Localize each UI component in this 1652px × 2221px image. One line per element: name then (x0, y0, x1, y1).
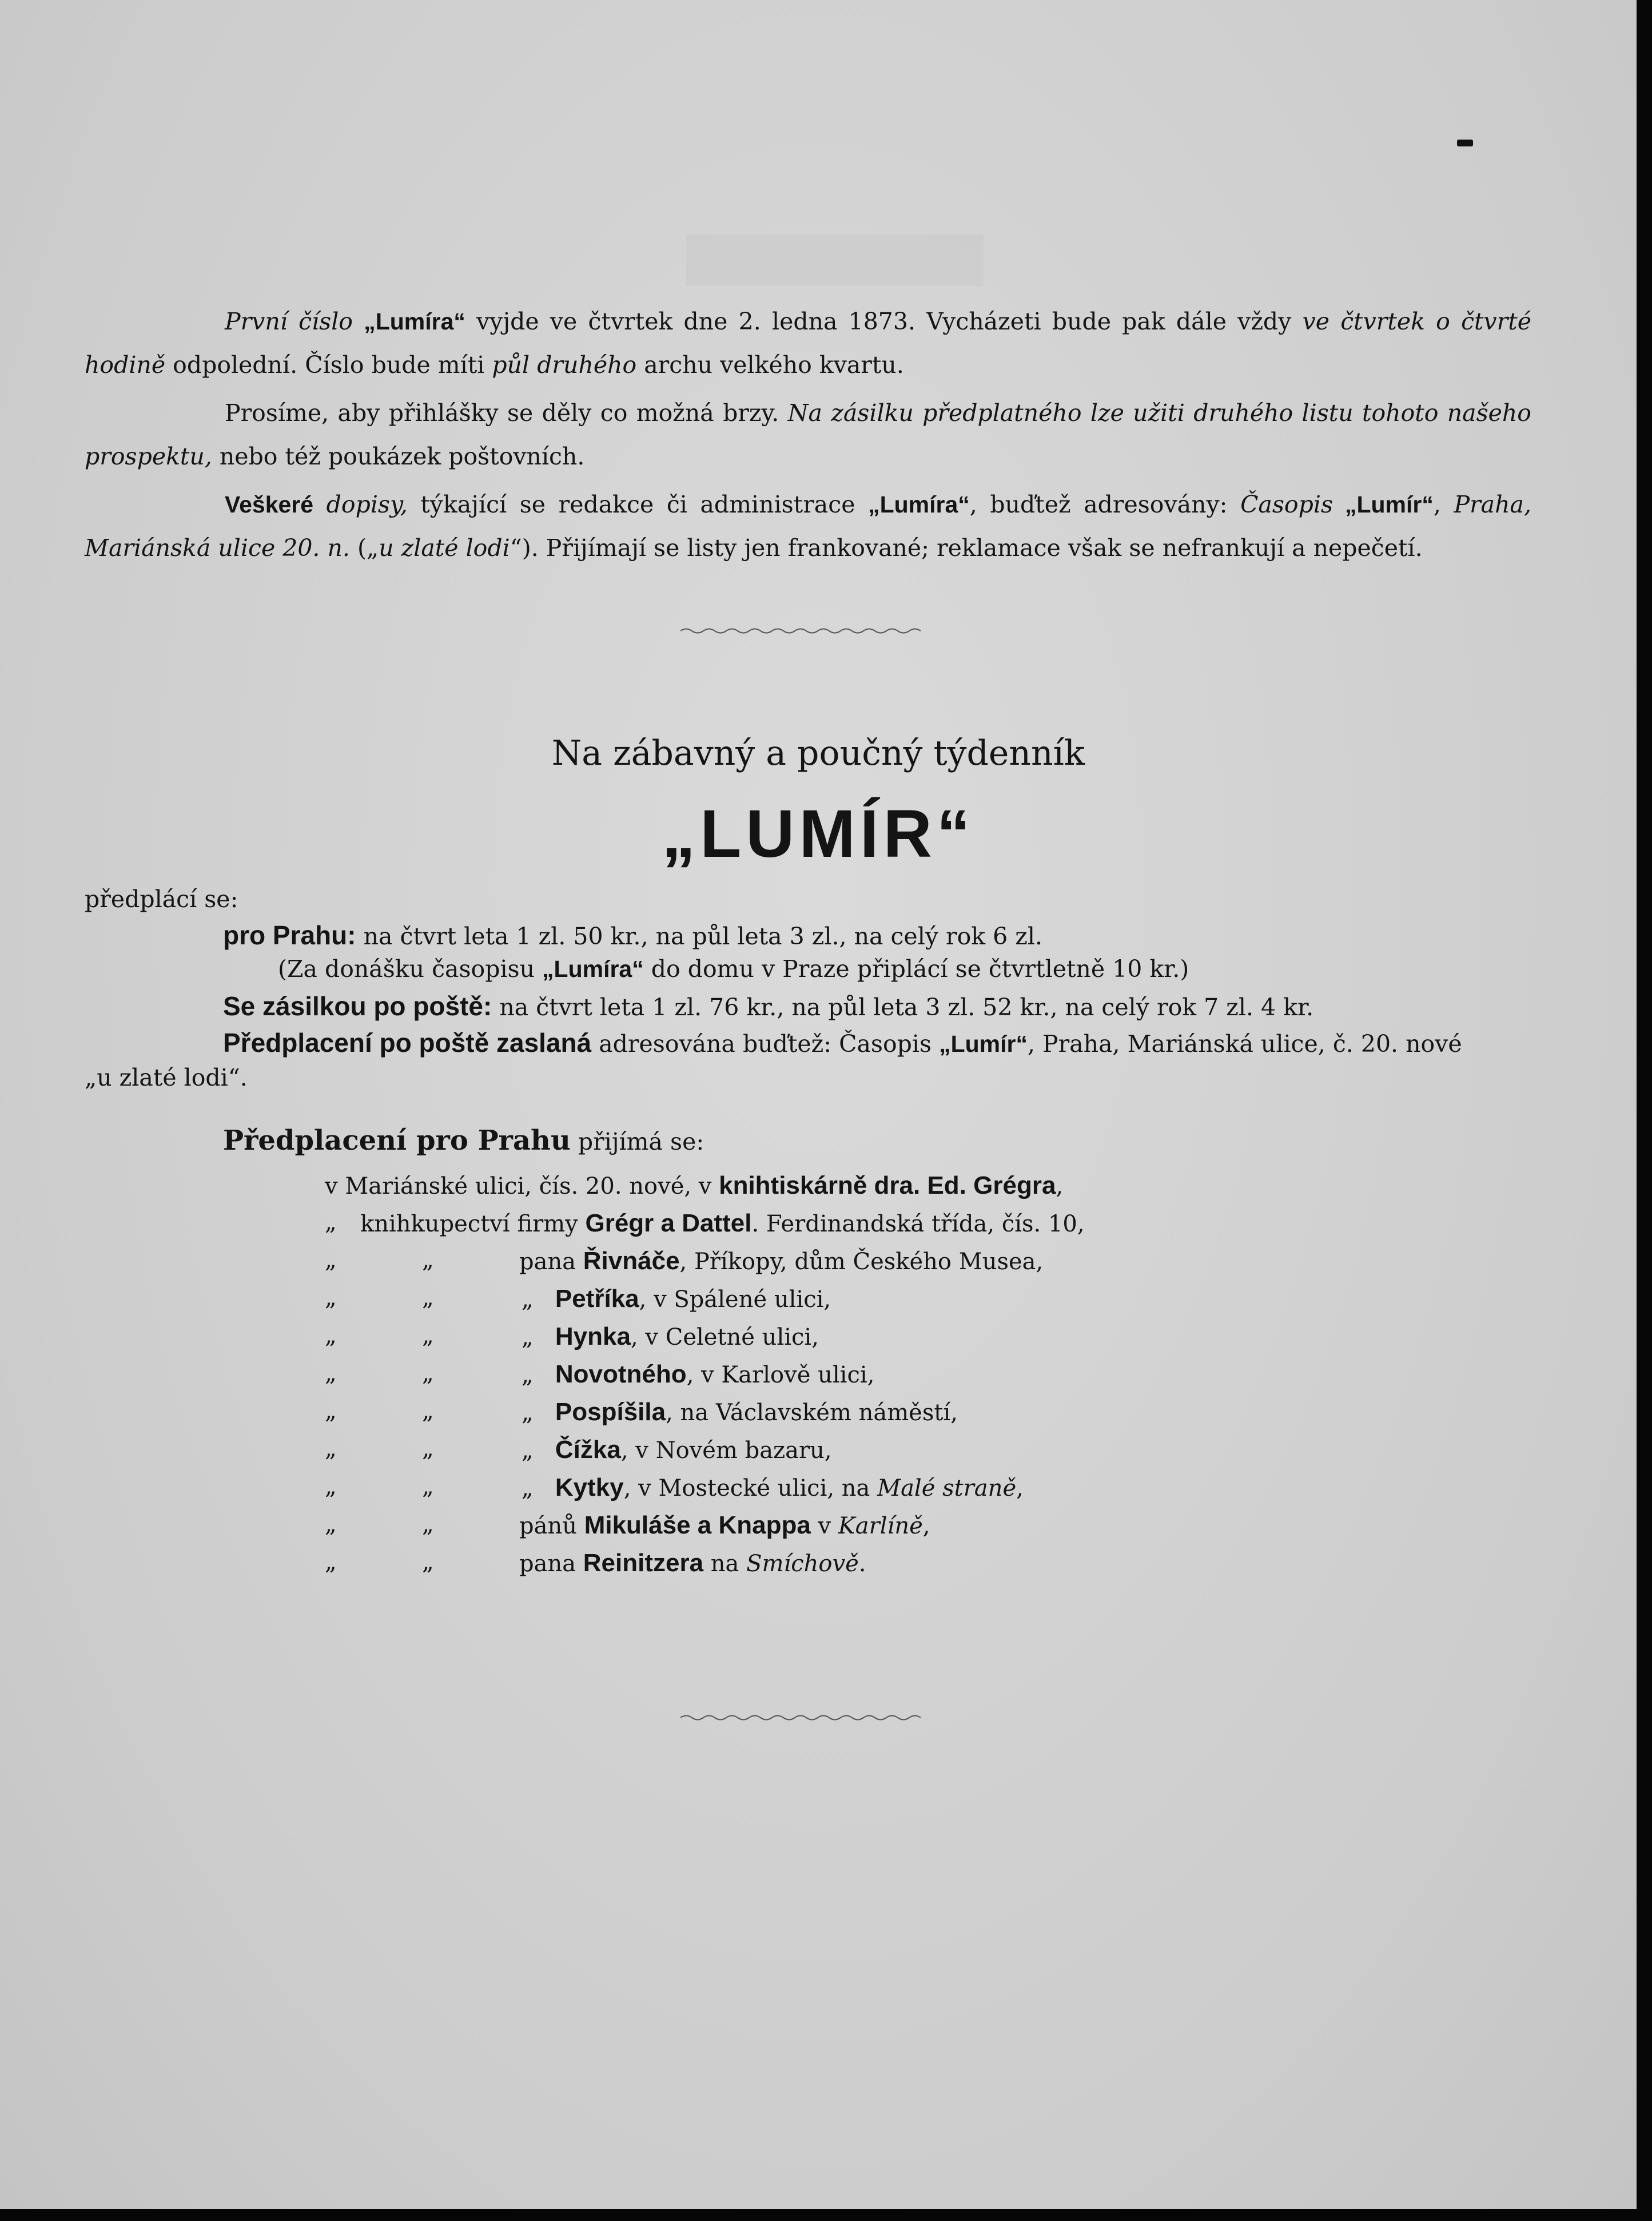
masthead-title: „LUMÍR“ (662, 796, 975, 872)
ditto-mark: „ (325, 1398, 337, 1424)
p2-span: Prosíme, aby přihlášky se děly co možná brzy. (225, 399, 788, 427)
vendor-text: knihkupectví firmy (360, 1211, 586, 1237)
vendor-text: v (810, 1513, 838, 1539)
p2-span: nebo též poukázek poštovních. (212, 443, 585, 470)
price-prague-label: pro Prahu: (223, 920, 356, 950)
price-prague-text: na čtvrt leta 1 zl. 50 kr., na půl leta 3 zl., na celý rok 6 zl. (356, 923, 1043, 950)
p1-span: První číslo (225, 308, 353, 335)
vendor-name: Hynka (555, 1322, 631, 1350)
vendor-prefix: „ (522, 1437, 534, 1464)
wavy-divider (680, 627, 921, 635)
subscribe-label: předplácí se: (85, 885, 238, 913)
vendor-text: , Příkopy, dům Českého Musea, (679, 1249, 1044, 1275)
ditto-mark: „ (325, 1360, 337, 1386)
paragraph-correspondence (85, 483, 1531, 570)
ditto-mark: „ (325, 1247, 337, 1273)
vendor-name: Pospíšila (555, 1398, 666, 1426)
vendor-prefix: pánů (519, 1513, 577, 1539)
accept-label: Předplacení pro Prahu (223, 1125, 571, 1157)
vendor-name: knihtiskárně dra. Ed. Grégra (719, 1171, 1056, 1199)
vendor-name: Reinitzera (583, 1549, 704, 1577)
vendor-text: v Mariánské ulici, čís. 20. nové, v (325, 1173, 719, 1199)
vendor-text: , v Spálené ulici, (639, 1286, 831, 1313)
p1-span: archu velkého kvartu. (636, 351, 904, 379)
price-post (223, 991, 1313, 1022)
vendor-name: Řivnáče (583, 1247, 680, 1275)
vendor-name: Grégr a Dattel (585, 1209, 752, 1237)
postal-label: Předplacení po poště zaslaná (223, 1028, 592, 1058)
vendor-prefix: pana (519, 1551, 576, 1577)
price-post-label: Se zásilkou po poště: (223, 991, 492, 1021)
delivery-note (278, 955, 1189, 983)
delivery-span: do domu v Praze připlácí se čtvrtletně 10 kr.) (643, 955, 1189, 983)
vendor-prefix: „ (522, 1400, 534, 1426)
accept-text: přijímá se: (570, 1128, 704, 1155)
p3-span: , (1433, 491, 1454, 518)
vendor-name: Mikuláše a Knappa (584, 1511, 811, 1539)
ditto-mark: „ (422, 1360, 434, 1386)
p3-span: Časopis (1240, 491, 1333, 518)
p1-span: ve čtvrtek o čtvrté hodině (85, 308, 1532, 379)
price-post-text: na čtvrt leta 1 zl. 76 kr., na půl leta 3 zl. 52 kr., na celý rok 7 zl. 4 kr. (492, 994, 1314, 1021)
postal-span: „Lumír“ (939, 1031, 1028, 1057)
p3-span: „Lumír“ (1333, 491, 1434, 518)
p1-span: odpolední. Číslo bude míti (165, 351, 492, 379)
vendor-prefix: „ (522, 1324, 534, 1350)
p3-span: „Lumíra“ (868, 491, 970, 518)
p1-span: „Lumíra“ (364, 308, 465, 335)
paragraph-first-issue (85, 300, 1531, 387)
ditto-mark: „ (422, 1285, 434, 1311)
p1-span: vyjde ve čtvrtek dne 2. ledna 1873. Vycházeti bude pak dále vždy (465, 308, 1303, 335)
p3-span: („ (349, 534, 379, 562)
p3-span: dopisy, (313, 491, 408, 518)
postal-address-cont: „u zlaté lodi“. (85, 1064, 248, 1091)
vendor-prefix: pana (519, 1249, 576, 1275)
wavy-divider (680, 1714, 921, 1722)
ditto-mark: „ (325, 1473, 337, 1500)
ditto-mark: „ (422, 1549, 434, 1575)
vendor-prefix: „ (522, 1286, 534, 1313)
ditto-mark: „ (325, 1285, 337, 1311)
p3-span: u zlaté lodi (379, 534, 510, 562)
vendor-text: , (1016, 1475, 1024, 1501)
delivery-span: „Lumíra“ (542, 956, 644, 982)
vendor-text: , v Karlově ulici, (686, 1362, 875, 1388)
vendor-text: , na Václavském náměstí, (666, 1400, 958, 1426)
vendor-text: , (1056, 1173, 1064, 1199)
ditto-mark: „ (422, 1511, 434, 1537)
postal-span: adresována buďtež: Časopis (591, 1030, 940, 1058)
delivery-span: (Za donášku časopisu (278, 955, 543, 983)
vendor-name: Petříka (555, 1285, 639, 1313)
vendor-place: Karlíně (838, 1513, 923, 1539)
ditto-mark: „ (422, 1436, 434, 1462)
vendor-name: Kytky (555, 1473, 624, 1501)
p3-span: týkající se redakce či administrace (407, 491, 869, 518)
ditto-mark: „ (422, 1247, 434, 1273)
p3-span: Veškeré (225, 491, 314, 518)
vendor-text: , v Novém bazaru, (620, 1437, 832, 1464)
postal-address (223, 1027, 1532, 1058)
vendor-place: Malé straně (877, 1475, 1017, 1501)
ditto-mark: „ (325, 1549, 337, 1575)
paragraph-registration (85, 391, 1531, 478)
ditto-mark: „ (325, 1209, 337, 1235)
p1-span: půl druhého (492, 351, 637, 379)
ditto-mark: „ (325, 1511, 337, 1537)
heading: Na zábavný a poučný týdenník (551, 733, 1085, 773)
vendor-place: Smíchově (746, 1551, 859, 1577)
accept-line (223, 1125, 704, 1157)
vendor-name: Novotného (555, 1360, 687, 1388)
ditto-mark: „ (422, 1473, 434, 1500)
ditto-mark: „ (422, 1322, 434, 1349)
p3-span: Praha, Mariánská ulice 20. n. (85, 491, 1531, 562)
scan-border-right (1637, 0, 1652, 2221)
p3-span: “). Přijímají se listy jen frankované; reklamace však se nefrankují a nepečetí. (509, 534, 1423, 562)
p3-span: , buďtež adresovány: (969, 491, 1241, 518)
ink-mark (1457, 140, 1473, 146)
ditto-mark: „ (325, 1322, 337, 1349)
scan-border-bottom (0, 2209, 1652, 2221)
p2-span: Na zásilku předplatného lze užiti druhého listu tohoto našeho prospektu, (85, 399, 1531, 470)
vendor-prefix: „ (522, 1362, 534, 1388)
vendor-text: , v Mostecké ulici, na (623, 1475, 878, 1501)
vendor-text: , v Celetné ulici, (630, 1324, 819, 1350)
vendor-name: Čížka (555, 1436, 621, 1464)
vendor-prefix: „ (522, 1475, 534, 1501)
vendor-text: . (858, 1551, 866, 1577)
bleed-through-smudge (675, 217, 995, 309)
postal-span: , Praha, Mariánská ulice, č. 20. nové (1027, 1030, 1462, 1058)
vendor-text: na (703, 1551, 747, 1577)
vendor-text: . Ferdinandská třída, čís. 10, (751, 1211, 1085, 1237)
vendor-text: , (922, 1513, 930, 1539)
ditto-mark: „ (422, 1398, 434, 1424)
ditto-mark: „ (325, 1436, 337, 1462)
price-prague (223, 920, 1042, 951)
